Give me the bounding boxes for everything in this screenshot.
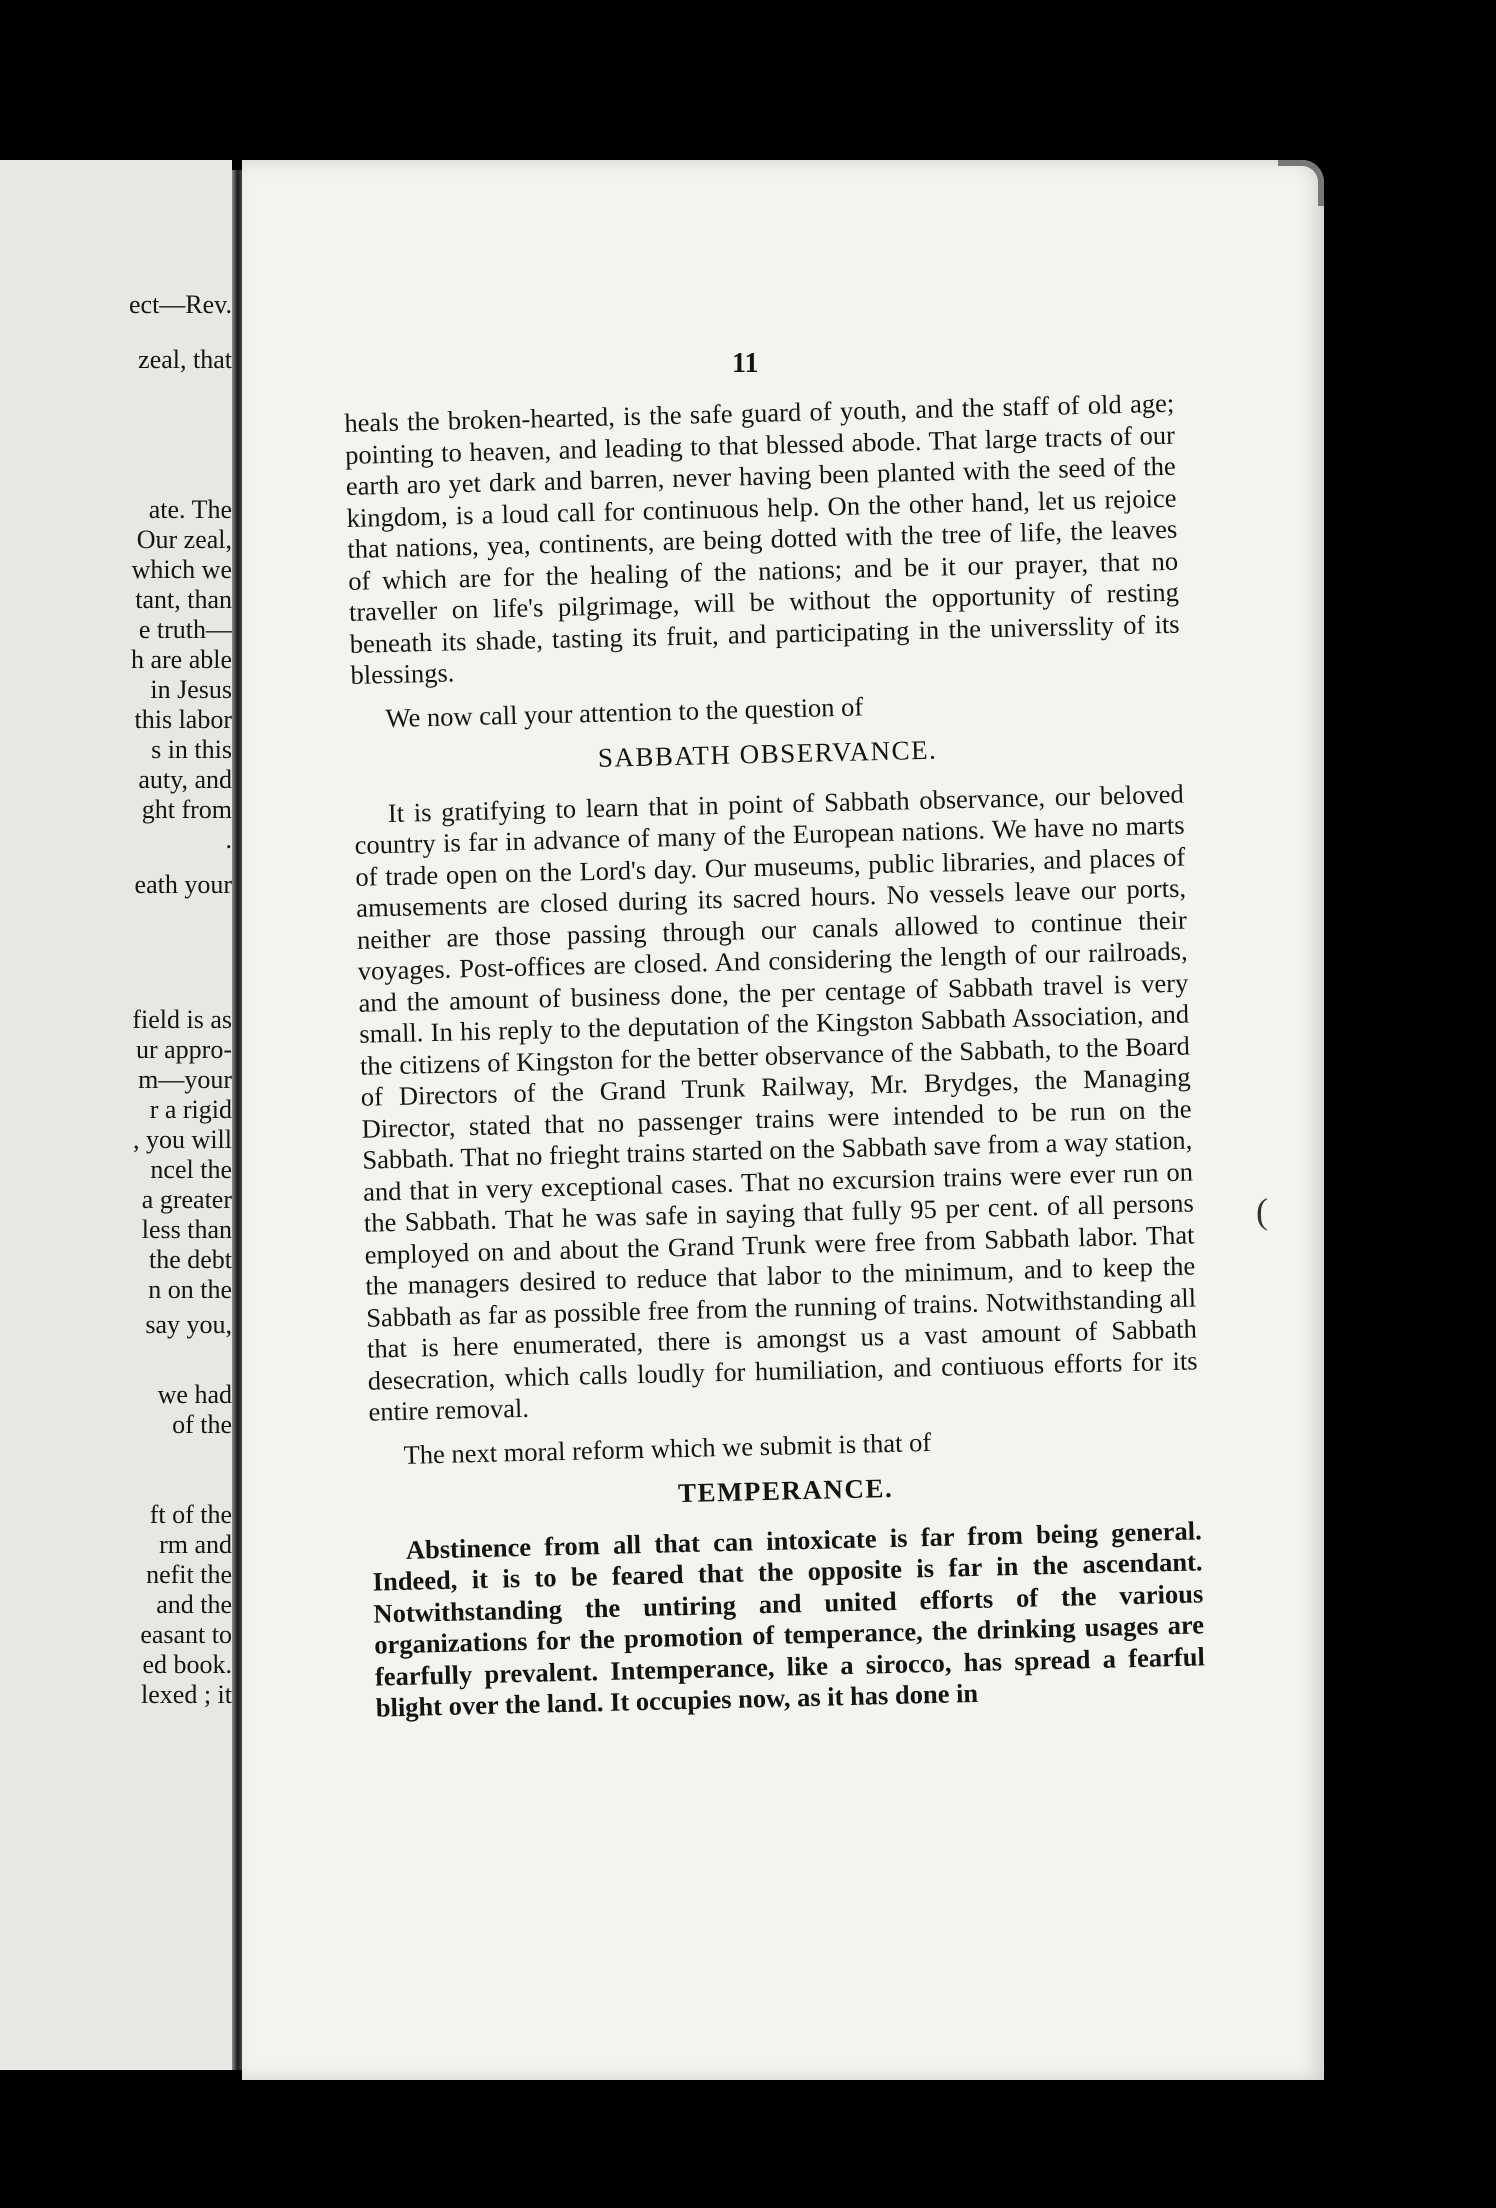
left-page-line: eath your <box>134 870 232 899</box>
paragraph-intro-sabbath: We now call your attention to the question of <box>385 690 864 733</box>
left-page-line: ect—Rev. <box>129 290 232 319</box>
paragraph-continuation: heals the broken-hearted, is the safe guard of youth, and the staff of old age; pointing to heaven, and leading to that blessed abode. That large tracts of our earth aro yet dark and barren, never having been planted with the seed of the kingdom, is a loud call for continuous help. On the other hand, let us rejoice that nations, yea, continents, are being dotted with the tree of life, the leaves of which are for the healing of the nations; and be it our prayer, that no traveller on life's pilgrimage, will be without the opportunity of resting beneath its shade, tasting its fruit, and participating in the universslity of its blessings. <box>344 387 1180 690</box>
left-page-line: less than <box>141 1215 232 1244</box>
left-page-line: m—your <box>138 1065 232 1094</box>
left-page-line: h are able <box>130 645 232 674</box>
paragraph-sabbath: It is gratifying to learn that in point of Sabbath observance, our beloved country is far in advance of many of the European nations. We have no marts of trade open on the Lord's day. Our museums, public libraries, and places of amusements are closed during its sacred hours. No vessels leave our ports, neither are those passing through our canals allowed to continue their voyages. Post-offices are closed. And considering the length of our railroads, and the amount of business done, the per centage of Sabbath travel is very small. In his reply to the deputation of the Kingston Sabbath Association, and the citizens of Kingston for the better observance of the Sabbath, to the Board of Directors of the Grand Trunk Railway, Mr. Brydges, the Managing Director, stated that no passenger trains were intended to be run on the Sabbath. That no frieght trains started on the Sabbath save from a way station, and that in very exceptional cases. That no excursion trains were ever run on the Sabbath. That he was safe in saying that fully 95 per cent. of all persons employed on and about the Grand Trunk were free from Sabbath labor. That the managers desired to reduce that labor to the minimum, and to keep the Sabbath as far as possible free from the running of trains. Notwithstanding all that is here enumerated, there is amongst us a vast amount of Sabbath desecration, which calls loudly for humiliation, and contiuous efforts for its entire removal. <box>354 778 1198 1427</box>
left-page-line: zeal, that <box>138 345 232 374</box>
left-page-line: this labor <box>134 705 232 734</box>
left-page-line: auty, and <box>138 765 232 794</box>
left-page-line: easant to <box>140 1620 232 1649</box>
page-corner-curl <box>1278 160 1324 206</box>
left-page-line: . <box>225 825 232 854</box>
left-page-line: in Jesus <box>150 675 232 704</box>
left-page-line: Our zeal, <box>136 525 232 554</box>
left-page-line: field is as <box>132 1005 232 1034</box>
left-page-line: say you, <box>145 1310 232 1339</box>
left-page-line: tant, than <box>135 585 232 614</box>
page-body <box>344 388 1206 1724</box>
left-page-line: n on the <box>148 1275 232 1304</box>
left-page-line: ed book. <box>142 1650 232 1679</box>
left-page-line: nefit the <box>146 1560 232 1589</box>
left-page-line: a greater <box>141 1185 232 1214</box>
previous-page-fragment <box>0 160 232 2070</box>
section-heading-temperance: TEMPERANCE. <box>677 1472 894 1509</box>
left-page-line: rm and <box>159 1530 232 1559</box>
left-page-line: ft of the <box>149 1500 232 1529</box>
left-page-line: ate. The <box>148 495 232 524</box>
left-page-line: we had <box>157 1380 232 1409</box>
section-heading-sabbath: SABBATH OBSERVANCE. <box>597 734 938 773</box>
left-page-line: , you will <box>133 1125 232 1154</box>
left-page-line: ncel the <box>150 1155 232 1184</box>
left-page-line: s in this <box>151 735 232 764</box>
left-page-line: ur appro- <box>135 1035 232 1064</box>
paragraph-intro-temperance: The next moral reform which we submit is that of <box>403 1426 932 1470</box>
left-page-line: lexed ; it <box>141 1680 232 1709</box>
left-page-line: of the <box>172 1410 232 1439</box>
paragraph-temperance: Abstinence from all that can intoxicate is far from being general. Indeed, it is to be feared that the opposite is far in the ascendant. Notwithstanding the untiring and united efforts of the various organizations for the promotion of temperance, the drinking usages are fearfully prevalent. Intemperance, like a sirocco, has spread a fearful blight over the land. It occupies now, as it has done in <box>372 1514 1206 1723</box>
left-page-line: r a rigid <box>149 1095 232 1124</box>
book-page <box>242 160 1324 2080</box>
left-page-line: e truth— <box>138 615 232 644</box>
page-number: 11 <box>732 348 759 379</box>
left-page-line: ght from <box>141 795 232 824</box>
margin-mark: ( <box>1256 1191 1268 1231</box>
left-page-line: which we <box>131 555 232 584</box>
left-page-line: the debt <box>148 1245 232 1274</box>
left-page-line: and the <box>156 1590 232 1619</box>
